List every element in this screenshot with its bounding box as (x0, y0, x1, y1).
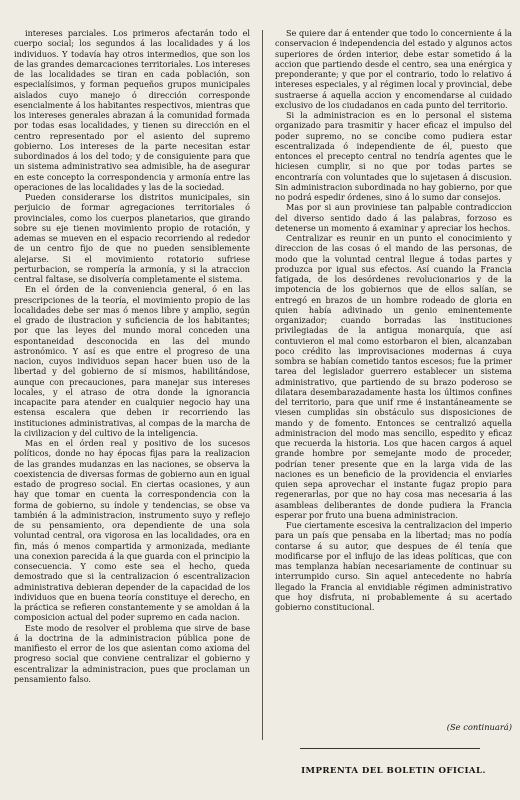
footer-rule (300, 748, 480, 749)
paragraph: Se quiere dar á entender que todo lo concerniente á la conservacion é independencia del estado y algunos actos superiores de órden interior, debe estar sometido á la accion que partiendo desde el centro, sea una enérgica y preponderante; y que por el contrario, todo lo relativo á intereses especiales, y al régimen local y provincial, debe sustraerse á aquella accion y encomendarse al cuidado exclusivo de los ciudadanos en cada punto del territorio. (275, 28, 512, 110)
paragraph: Este modo de resolver el problema que sirve de base á la doctrina de la administracion pública pone de manifiesto el error de los que asientan como axioma del progreso social que conviene centralizar el gobierno y escentralizar la administracion, pues que proclaman un pensamiento falso. (14, 622, 250, 684)
paragraph: intereses parciales. Los primeros afectarán todo el cuerpo social; los segundos á las localidades y á los individuos. Y todavía hay otros intermedios, que son los de las grandes demarcaciones territoriales. Los intereses de las localidades se tiran en cada población, son especialísimos, y forman pequeños grupos municipales aislados cuyo manejo ó dirección corresponde esencialmente á los habitantes respectivos, mientras que los intereses generales abrazan á la comunidad formada por todas esas localidades, y tienen su dirección en el centro representado por el asiento del supremo gobierno. Los intereses de la parte necesitan estar subordinados á los del todo; y de consiguiente para que un sistema administrativo sea admisible, ha de asegurar en este concepto la correspondencia y armonía entre las operaciones de las localidades y las de la sociedad. (14, 28, 250, 192)
paragraph: Mas en el órden real y positivo de los sucesos políticos, donde no hay épocas fijas para la realizacion de las grandes mudanzas en las naciones, se observa la coexistencia de diversas formas de gobierno aun en igual estado de progreso social. En ciertas ocasiones, y aun hay que tomar en cuenta la correspondencia con la forma de gobierno, su índole y tendencias, se obse va también á la administracion, instrumento suyo y reflejo de su pensamiento, ora dependiente de una sola voluntad central, ora vigorosa en las localidades, ora en fin, más ó menos compartida y armonizada, mediante una conexion parecida á la que guarda con el principio la consecuencia. Y como este sea el hecho, queda demostrado que si la centralizacion ó escentralizacion administrativa debieran depender de la capacidad de los individuos que en buena teoría constituye el derecho, en la práctica se refieren constantemente y se amoldan á la composicion actual del poder supremo en cada nacion. (14, 438, 250, 623)
right-column (275, 28, 512, 612)
continues-note: (Se continuará) (446, 722, 512, 732)
printer-imprint: IMPRENTA DEL BOLETIN OFICIAL. (301, 766, 486, 776)
column-divider (262, 30, 263, 740)
paragraph: Pueden considerarse los distritos municipales, sin perjuicio de formar agregaciones territoriales ó provinciales, como los cuerpos planetarios, que girando sobre su eje tienen movimiento propio de rotación, y ademas se mueven en el espacio recorriendo al rededor de un centro fijo de que no pueden sensiblemente alejarse. Si el movimiento rotatorio sufriese perturbacion, se rompería la armonía, y si la atraccion central faltase, se disolvería completamente el sistema. (14, 192, 250, 284)
paragraph: Mas por si aun proviniese tan palpable contradiccion del diverso sentido dado á las palabras, forzoso es detenerse un momento á examinar y apreciar los hechos. (275, 202, 512, 233)
paragraph: Centralizar es reunir en un punto el conocimiento y direccion de las cosas ó el mando de las personas, de modo que la voluntad central llegue á todas partes y produzca por igual sus efectos. Así cuando la Francia fatigada, de los desórdenes revolucionarios y de la impotencia de los gobiernos que de ellos salían, se entregó en brazos de un hombre rodeado de gloria en quien había adivinado un genio eminentemente organizador; cuando borradas las instituciones privilegiadas de la antigua monarquía, que así contuvieron el mal como estorbaron el bien, alcanzaban poco crédito las improvisaciones modernas á cuya sombra se habían cometido tantos escesos; fue la primer tarea del legislador guerrero establecer un sistema administrativo, que partiendo de su brazo poderoso se dilatara desembarazadamente hasta los últimos confines del territorio, para que unif rme é instantáneamente se viesen cumplidas sin obstáculo sus disposiciones de mando y de fomento. Entonces se centralizó aquella administracion del modo mas sencillo, espedito y eficaz que recuerda la historia. Los que hacen cargos á aquel grande hombre por semejante modo de proceder, podrían tener presente que en la larga vida de las naciones es un beneficio de la providencia el enviarles quien sepa aprovechar el instante fugaz propio para regenerarlas, por que no hay cosa mas necesaria á las asambleas deliberantes de donde pudiera la Francia esperar por fruto una buena administracion. (275, 233, 512, 520)
paragraph: Fue ciertamente escesiva la centralizacion del imperio para un país que pensaba en la libertad; mas no podía contarse á su autor, que despues de él tenía que modificarse por el influjo de las ideas políticas, que con mas templanza habían necesariamente de continuar su interrumpido curso. Sin aquel antecedente no habría llegado la Francia al envidiable régimen administrativo que hoy disfruta, ni probablemente á su acertado gobierno constitucional. (275, 520, 512, 612)
paragraph: Si la administracion es en lo personal el sistema organizado para trasmitir y hacer eficaz el impulso del poder supremo, no se concibe como pudiera estar escentralizada ó independiente de él, puesto que entonces el precepto central no tendría agentes que le hiciesen cumplir, si no que por todas partes se encontraría con voluntades que lo sujetasen á discusion. Sin administracion subordinada no hay gobierno, por que no podrá espedir órdenes, sino á lo sumo dar consejos. (275, 110, 512, 202)
paragraph: En el órden de la conveniencia general, ó en las prescripciones de la teoría, el movimiento propio de las localidades debe ser mas ó menos libre y amplio, según el grado de ilustracion y suficiencia de los habitantes; por que las leyes del mundo moral conceden una espontaneidad desconocida en las del mundo astronómico. Y así es que entre el progreso de una nacion, cuyos individuos sepan hacer buen uso de la libertad y del gobierno de sí mismos, habilitándose, aunque con precauciones, para manejar sus intereses locales, y el atraso de otra donde la ignorancia incapacite para atender en cualquier negocio hay una estensa escalera que deben ir recorriendo las instituciones administrativas, al compas de la marcha de la civilizacion y del cultivo de la inteligencia. (14, 284, 250, 438)
left-column (14, 28, 250, 684)
